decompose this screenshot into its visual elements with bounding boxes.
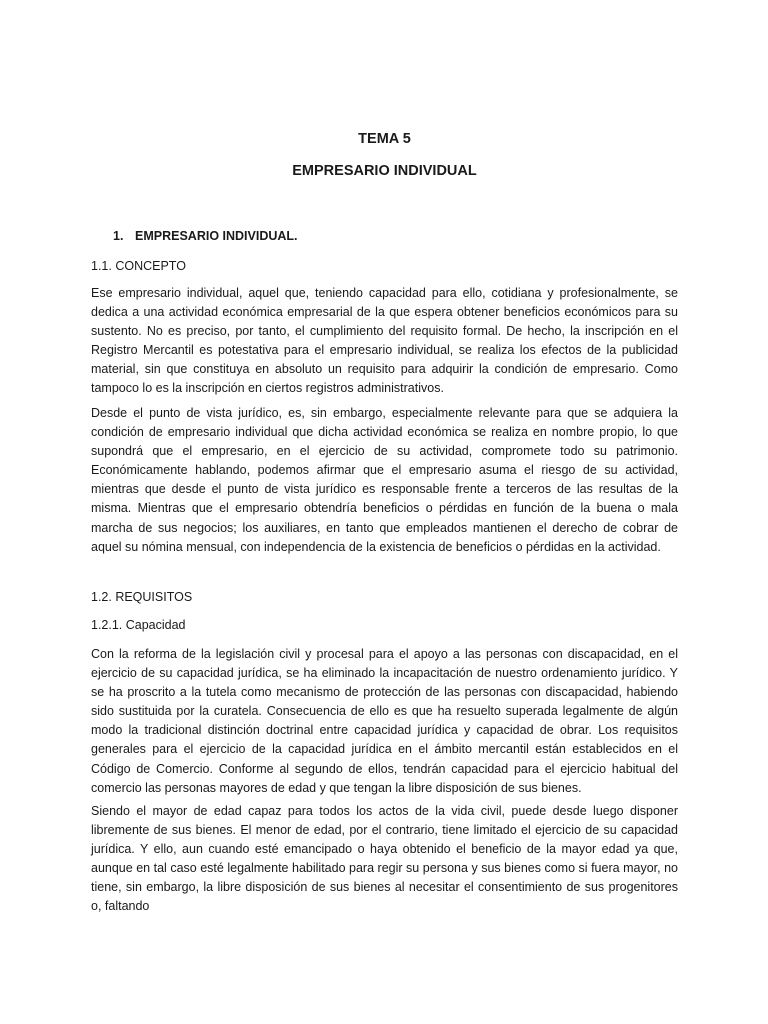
- paragraph-3: Con la reforma de la legislación civil y procesal para el apoyo a las personas con discapacidad, en el ejercicio de su capacidad jurídica, se ha eliminado la incapacitación de nuestro ordenamiento jurídico. Y se ha proscrito a la tutela como mecanismo de protección de las personas con discapacidad, habiendo sido sustituida por la curatela. Consecuencia de ello es que ha resuelto superada legalmente de algún modo la tradicional distinción doctrinal entre capacidad jurídica y capacidad de obrar. Los requisitos generales para el ejercicio de la capacidad jurídica en el ámbito mercantil están establecidos en el Código de Comercio. Conforme al segundo de ellos, tendrán capacidad para el ejercicio habitual del comercio las personas mayores de edad y que tengan la libre disposición de sus bienes.: [91, 647, 678, 795]
- paragraph-2: Desde el punto de vista jurídico, es, sin embargo, especialmente relevante para que se adquiera la condición de empresario individual que dicha actividad económica se realiza en nombre propio, lo que supondrá que el empresario, en el ejercicio de su actividad, compromete todo su patrimonio. Económicamente hablando, podemos afirmar que el empresario asuma el riesgo de su actividad, mientras que desde el punto de vista jurídico es responsable frente a terceros de las resultas de la misma. Mientras que el empresario obtendría beneficios o pérdidas en función de la buena o mala marcha de sus negocios; los auxiliares, en tanto que empleados mantienen el derecho de cobrar de aquel su nómina mensual, con independencia de la existencia de beneficios o pérdidas en la actividad.: [91, 406, 678, 554]
- document-title: TEMA 5: [358, 131, 411, 147]
- section-title: EMPRESARIO INDIVIDUAL.: [135, 229, 298, 243]
- document-subtitle: EMPRESARIO INDIVIDUAL: [292, 163, 477, 179]
- paragraph-1: Ese empresario individual, aquel que, teniendo capacidad para ello, cotidiana y profesionalmente, se dedica a una actividad económica empresarial de la que espera obtener beneficios económicos para su sustento. No es preciso, por tanto, el cumplimiento del requisito formal. De hecho, la inscripción en el Registro Mercantil es potestativa para el empresario individual, se realiza los efectos de la publicidad material, sin que constituya en absoluto un requisito para adquirir la condición de empresario. Como tampoco lo es la inscripción en ciertos registros administrativos.: [91, 286, 678, 396]
- paragraph-4: Siendo el mayor de edad capaz para todos los actos de la vida civil, puede desde luego disponer libremente de sus bienes. El menor de edad, por el contrario, tiene limitado el ejercicio de su capacidad jurídica. Y ello, aun cuando esté emancipado o haya obtenido el beneficio de la mayor edad ya que, aunque en tal caso esté legalmente habilitado para regir su persona y sus bienes como si fuera mayor, no tiene, sin embargo, la libre disposición de sus bienes al necesitar el consentimiento de sus progenitores o, faltando: [91, 804, 678, 914]
- subsection-capacidad: 1.2.1. Capacidad: [91, 618, 186, 632]
- subsection-requisitos: 1.2. REQUISITOS: [91, 590, 193, 604]
- section-heading: [113, 229, 298, 243]
- section-number: 1.: [113, 229, 124, 243]
- subsection-concepto: 1.1. CONCEPTO: [91, 259, 186, 273]
